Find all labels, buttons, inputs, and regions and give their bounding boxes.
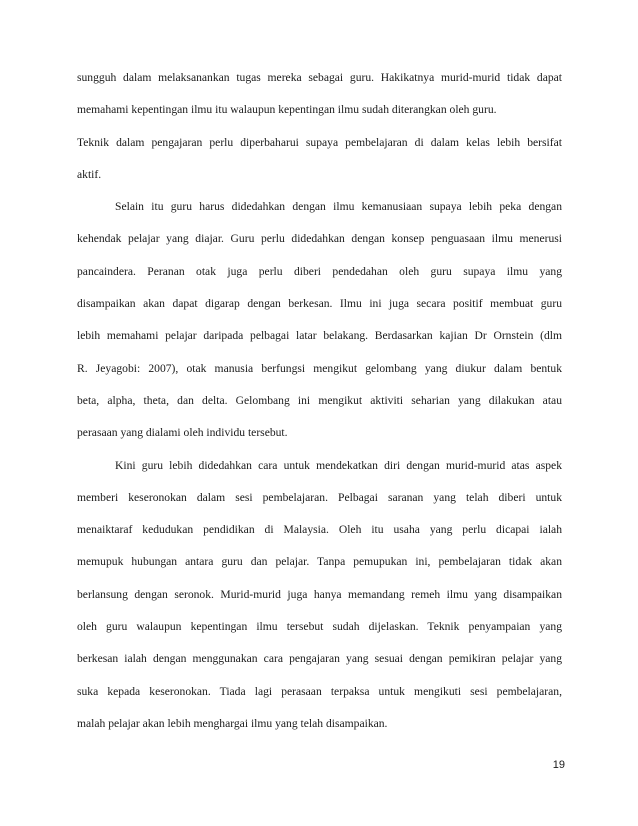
text-line: suka kepada keseronokan. Tiada lagi perasaan terpaksa untuk mengikuti sesi pembelajaran, — [77, 684, 562, 698]
text-line: berlansung dengan seronok. Murid-murid juga hanya memandang remeh ilmu yang disampaikan — [77, 587, 562, 601]
body-text — [77, 62, 562, 740]
text-line: malah pelajar akan lebih menghargai ilmu yang telah disampaikan. — [77, 716, 388, 730]
text-line: memberi keseronokan dalam sesi pembelajaran. Pelbagai saranan yang telah diberi untuk — [77, 490, 562, 504]
text-line: Teknik dalam pengajaran perlu diperbaharui supaya pembelajaran di dalam kelas lebih bersifat — [77, 135, 562, 149]
text-line: berkesan ialah dengan menggunakan cara pengajaran yang sesuai dengan pemikiran pelajar yang — [77, 652, 562, 666]
text-line: lebih memahami pelajar daripada pelbagai latar belakang. Berdasarkan kajian Dr Ornstein (dlm — [77, 329, 562, 343]
text-line: beta, alpha, theta, dan delta. Gelombang ini mengikut aktiviti seharian yang dilakukan atau — [77, 393, 562, 407]
text-line: oleh guru walaupun kepentingan ilmu tersebut sudah dijelaskan. Teknik penyampaian yang — [77, 620, 562, 634]
text-line: perasaan yang dialami oleh individu tersebut. — [77, 426, 288, 440]
page-number: 19 — [552, 759, 565, 771]
text-line: Kini guru lebih didedahkan cara untuk mendekatkan diri dengan murid-murid atas aspek — [115, 458, 562, 472]
text-line: menaiktaraf kedudukan pendidikan di Malaysia. Oleh itu usaha yang perlu dicapai ialah — [77, 523, 562, 537]
text-line: aktif. — [77, 167, 102, 181]
text-line: memahami kepentingan ilmu itu walaupun kepentingan ilmu sudah diterangkan oleh guru. — [77, 103, 497, 117]
text-line: sungguh dalam melaksanankan tugas mereka sebagai guru. Hakikatnya murid-murid tidak dapat — [77, 71, 562, 84]
text-line: pancaindera. Peranan otak juga perlu diberi pendedahan oleh guru supaya ilmu yang — [77, 264, 562, 278]
text-line: kehendak pelajar yang diajar. Guru perlu didedahkan dengan konsep penguasaan ilmu menerusi — [77, 232, 562, 246]
text-line: Selain itu guru harus didedahkan dengan ilmu kemanusiaan supaya lebih peka dengan — [115, 200, 562, 214]
text-line: memupuk hubungan antara guru dan pelajar. Tanpa pemupukan ini, pembelajaran tidak akan — [77, 555, 562, 569]
text-line: R. Jeyagobi: 2007), otak manusia berfungsi mengikut gelombang yang diukur dalam bentuk — [77, 361, 562, 375]
text-line: disampaikan akan dapat digarap dengan berkesan. Ilmu ini juga secara positif membuat guru — [77, 297, 562, 311]
